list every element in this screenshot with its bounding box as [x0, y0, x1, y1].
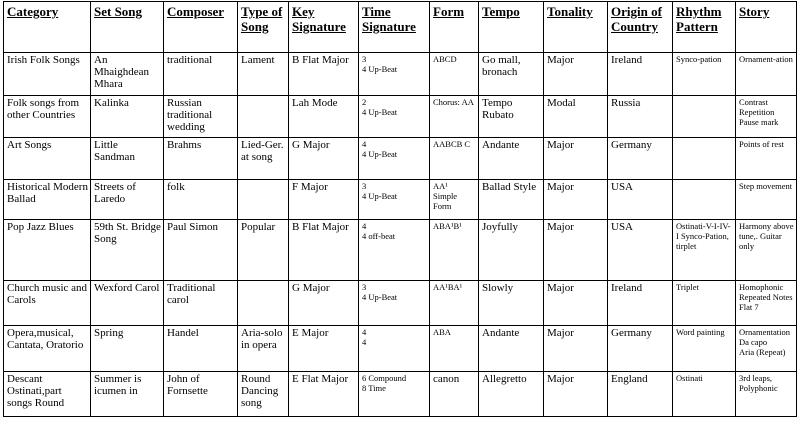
cell-form: AA¹BA¹	[430, 281, 479, 326]
cell-set-song: Kalinka	[91, 96, 164, 138]
cell-tempo: Go mall, bronach	[479, 53, 544, 96]
header-row	[4, 2, 797, 53]
cell-tonality: Major	[544, 281, 608, 326]
cell-category: Art Songs	[4, 138, 91, 180]
cell-composer: John of Fornsette	[164, 372, 238, 417]
cell-time: 3 4 Up-Beat	[359, 281, 430, 326]
cell-origin: Ireland	[608, 53, 673, 96]
cell-tempo: Joyfully	[479, 220, 544, 281]
cell-time: 2 4 Up-Beat	[359, 96, 430, 138]
header-key-signature: Key Signature	[289, 2, 359, 53]
cell-key: Lah Mode	[289, 96, 359, 138]
cell-tempo: Tempo Rubato	[479, 96, 544, 138]
cell-set-song: Spring	[91, 326, 164, 372]
cell-set-song: Wexford Carol	[91, 281, 164, 326]
header-set-song: Set Song	[91, 2, 164, 53]
cell-rhythm: Ostinati	[673, 372, 736, 417]
cell-time: 4 4 off-beat	[359, 220, 430, 281]
cell-key: G Major	[289, 138, 359, 180]
cell-set-song: Streets of Laredo	[91, 180, 164, 220]
cell-tonality: Major	[544, 53, 608, 96]
cell-key: G Major	[289, 281, 359, 326]
cell-type: Lament	[238, 53, 289, 96]
cell-time: 3 4 Up-Beat	[359, 53, 430, 96]
cell-time: 3 4 Up-Beat	[359, 180, 430, 220]
table-row	[4, 180, 797, 220]
cell-time: 6 Compound 8 Time	[359, 372, 430, 417]
cell-set-song: Summer is icumen in	[91, 372, 164, 417]
cell-type	[238, 96, 289, 138]
cell-tonality: Major	[544, 138, 608, 180]
cell-origin: USA	[608, 220, 673, 281]
table-row	[4, 281, 797, 326]
cell-form: canon	[430, 372, 479, 417]
cell-composer: Handel	[164, 326, 238, 372]
cell-time: 4 4 Up-Beat	[359, 138, 430, 180]
header-composer: Composer	[164, 2, 238, 53]
cell-story: Harmony above tune,. Guitar only	[736, 220, 797, 281]
table-row	[4, 372, 797, 417]
cell-story: Ornament-ation	[736, 53, 797, 96]
cell-category: Irish Folk Songs	[4, 53, 91, 96]
cell-category: Church music and Carols	[4, 281, 91, 326]
cell-origin: Russia	[608, 96, 673, 138]
cell-time: 4 4	[359, 326, 430, 372]
cell-story: Points of rest	[736, 138, 797, 180]
cell-type: Popular	[238, 220, 289, 281]
cell-type	[238, 180, 289, 220]
cell-form: AA¹ Simple Form	[430, 180, 479, 220]
header-origin-of-country: Origin of Country	[608, 2, 673, 53]
header-type-of-song: Type of Song	[238, 2, 289, 53]
cell-origin: Germany	[608, 138, 673, 180]
cell-form: ABA¹B¹	[430, 220, 479, 281]
cell-composer: traditional	[164, 53, 238, 96]
cell-type: Lied-Ger. at song	[238, 138, 289, 180]
cell-key: E Major	[289, 326, 359, 372]
cell-origin: England	[608, 372, 673, 417]
cell-composer: Brahms	[164, 138, 238, 180]
cell-origin: USA	[608, 180, 673, 220]
cell-rhythm: Word painting	[673, 326, 736, 372]
table-row	[4, 96, 797, 138]
cell-tonality: Major	[544, 220, 608, 281]
header-tempo: Tempo	[479, 2, 544, 53]
cell-category: Historical Modern Ballad	[4, 180, 91, 220]
cell-category: Pop Jazz Blues	[4, 220, 91, 281]
cell-tempo: Andante	[479, 326, 544, 372]
cell-type	[238, 281, 289, 326]
cell-type: Round Dancing song	[238, 372, 289, 417]
cell-category: Opera,musical, Cantata, Oratorio	[4, 326, 91, 372]
cell-rhythm: Triplet	[673, 281, 736, 326]
cell-form: ABA	[430, 326, 479, 372]
header-time-signature: Time Signature	[359, 2, 430, 53]
cell-tempo: Andante	[479, 138, 544, 180]
cell-composer: Traditional carol	[164, 281, 238, 326]
cell-composer: Russian traditional wedding	[164, 96, 238, 138]
cell-form: AABCB C	[430, 138, 479, 180]
cell-set-song: 59th St. Bridge Song	[91, 220, 164, 281]
cell-key: E Flat Major	[289, 372, 359, 417]
cell-tempo: Allegretto	[479, 372, 544, 417]
cell-composer: Paul Simon	[164, 220, 238, 281]
cell-form: ABCD	[430, 53, 479, 96]
table-row	[4, 138, 797, 180]
header-story: Story	[736, 2, 797, 53]
cell-rhythm	[673, 180, 736, 220]
header-category: Category	[4, 2, 91, 53]
cell-tonality: Major	[544, 372, 608, 417]
cell-key: B Flat Major	[289, 53, 359, 96]
cell-rhythm	[673, 96, 736, 138]
header-rhythm-pattern: Rhythm Pattern	[673, 2, 736, 53]
header-tonality: Tonality	[544, 2, 608, 53]
cell-story: Ornamentation Da capo Aria (Repeat)	[736, 326, 797, 372]
cell-set-song: An Mhaighdean Mhara	[91, 53, 164, 96]
table-row	[4, 326, 797, 372]
cell-rhythm: Ostinati-V-I-IV-I Synco-Pation, tirplet	[673, 220, 736, 281]
cell-rhythm	[673, 138, 736, 180]
cell-story: 3rd leaps, Polyphonic	[736, 372, 797, 417]
cell-tonality: Major	[544, 180, 608, 220]
header-form: Form	[430, 2, 479, 53]
cell-tonality: Modal	[544, 96, 608, 138]
cell-key: B Flat Major	[289, 220, 359, 281]
table-row	[4, 220, 797, 281]
cell-story: Step movement	[736, 180, 797, 220]
cell-form: Chorus: AA	[430, 96, 479, 138]
cell-category: Descant Ostinati,part songs Round	[4, 372, 91, 417]
cell-composer: folk	[164, 180, 238, 220]
cell-origin: Germany	[608, 326, 673, 372]
cell-rhythm: Synco-pation	[673, 53, 736, 96]
cell-type: Aria-solo in opera	[238, 326, 289, 372]
table-row	[4, 53, 797, 96]
cell-tempo: Slowly	[479, 281, 544, 326]
cell-origin: Ireland	[608, 281, 673, 326]
cell-story: Contrast Repetition Pause mark	[736, 96, 797, 138]
music-table	[3, 1, 797, 417]
cell-tempo: Ballad Style	[479, 180, 544, 220]
cell-tonality: Major	[544, 326, 608, 372]
cell-key: F Major	[289, 180, 359, 220]
cell-set-song: Little Sandman	[91, 138, 164, 180]
cell-category: Folk songs from other Countries	[4, 96, 91, 138]
cell-story: Homophonic Repeated Notes Flat 7	[736, 281, 797, 326]
